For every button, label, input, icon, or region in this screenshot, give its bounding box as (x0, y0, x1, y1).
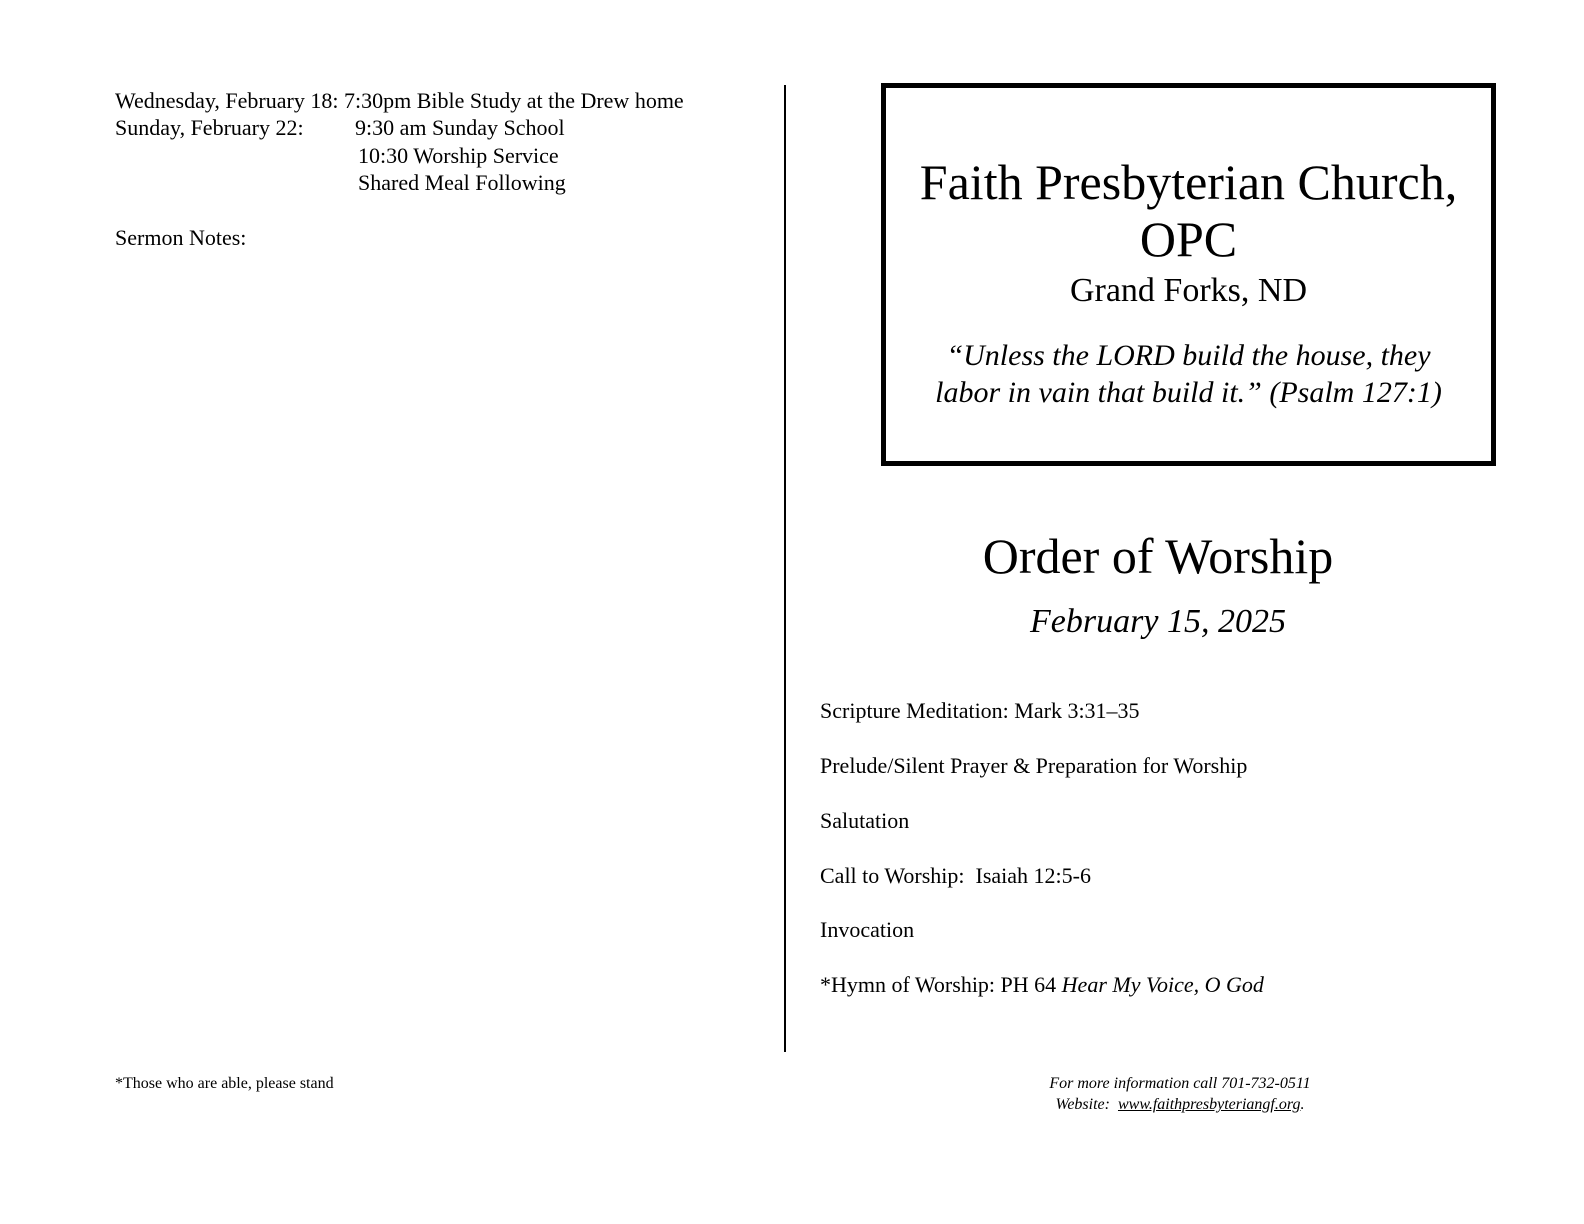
contact-phone: For more information call 701-732-0511 (1049, 1075, 1311, 1092)
order-item-text: Prelude/Silent Prayer & Preparation for Worship (820, 753, 1248, 778)
church-header-box (881, 83, 1496, 466)
church-name (886, 154, 1491, 268)
announcement-worship-service: 10:30 Worship Service (358, 143, 559, 168)
order-item-text: Call to Worship: Isaiah 12:5-6 (820, 863, 1091, 888)
contact-info (1010, 1073, 1350, 1115)
order-item-prelude (820, 752, 1247, 780)
announcement-sunday-school: 9:30 am Sunday School (355, 115, 565, 140)
hymn-title: Hear My Voice, O God (1061, 972, 1264, 997)
order-item-salutation (820, 807, 909, 835)
standing-footnote: *Those who are able, please stand (115, 1075, 334, 1092)
order-item-invocation (820, 916, 914, 944)
order-item-text: Scripture Meditation: Mark 3:31–35 (820, 698, 1140, 723)
announcement-sunday (115, 114, 304, 141)
announcement-shared-meal: Shared Meal Following (358, 170, 566, 195)
church-name-line2: OPC (1139, 211, 1238, 267)
order-item-call-to-worship (820, 862, 1091, 890)
announcement-text: 7:30pm Bible Study at the Drew home (343, 88, 684, 113)
church-city: Grand Forks, ND (1069, 272, 1308, 309)
psalm-verse (886, 337, 1491, 411)
website-link[interactable]: www.faithpresbyteriangf.org (1117, 1096, 1301, 1113)
announcement-label: Wednesday, February 18: (115, 88, 339, 113)
order-item-text: Salutation (820, 808, 910, 833)
verse-line2: labor in vain that build it.” (Psalm 127:1) (935, 376, 1442, 409)
website-suffix: . (1300, 1096, 1305, 1113)
order-of-worship-title: Order of Worship (982, 528, 1334, 584)
announcement-label: Sunday, February 22: (115, 115, 304, 140)
church-name-line1: Faith Presbyterian Church, (919, 154, 1458, 210)
contact-website (1010, 1094, 1350, 1115)
announcement-wednesday (115, 87, 684, 114)
website-label: Website: (1055, 1096, 1118, 1113)
order-item-scripture-meditation (820, 697, 1140, 725)
verse-line1: “Unless the LORD build the house, they (946, 339, 1431, 372)
sermon-notes-label: Sermon Notes: (115, 225, 247, 250)
order-item-hymn-of-worship (820, 971, 1264, 999)
worship-date: February 15, 2025 (1030, 603, 1286, 640)
order-item-text: Invocation (820, 917, 915, 942)
order-item-text: *Hymn of Worship: PH 64 (820, 972, 1062, 997)
